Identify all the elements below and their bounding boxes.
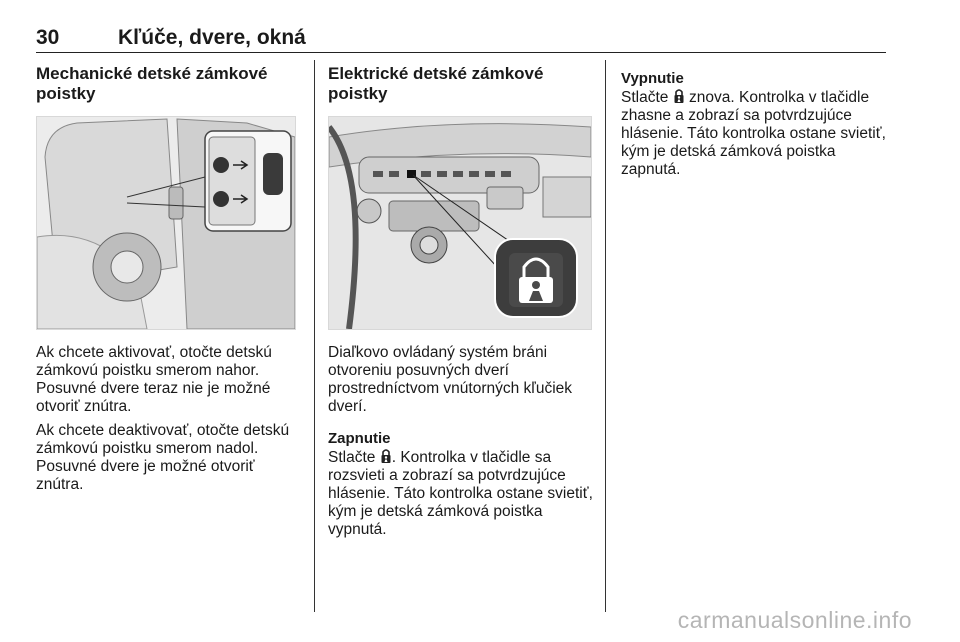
watermark: carmanualsonline.info: [677, 607, 912, 633]
column-divider-2: [605, 60, 606, 612]
column-divider-1: [314, 60, 315, 612]
electric-description-text: Diaľkovo ovládaný systém bráni otvoreniu posuvných dverí prostredníctvom vnútorných kľučiek dverí.: [328, 344, 573, 415]
child-lock-icon: [380, 448, 392, 464]
section-heading-electric: Elektrické detské zámkové poistky: [328, 64, 544, 103]
mechanical-deactivate-text: Ak chcete deaktivovať, otočte detskú zámkovú poistku smerom nadol. Posuvné dvere je možné otvoriť znútra.: [36, 422, 290, 493]
figure-dashboard-child-lock-button: [328, 116, 592, 330]
mechanical-activate-text: Ak chcete aktivovať, otočte detskú zámkovú poistku smerom nahor. Posuvné dvere teraz nie je možné otvoriť znútra.: [36, 344, 272, 415]
page-header: [36, 26, 886, 53]
vypnutie-text-before: Stlačte: [621, 89, 673, 106]
vypnutie-text: [621, 88, 887, 179]
page-number: 30: [36, 26, 60, 49]
subheading-vypnutie: Vypnutie: [621, 70, 684, 87]
vypnutie-text-after: znova. Kontrolka v tlačidle zhasne a zobrazí sa potvrdzujúce hlásenie. Táto kontrolka ostane svietiť, kým je detská zámková poistka zapnutá.: [621, 89, 886, 178]
zapnutie-text: [328, 448, 594, 539]
dashboard-illustration: [329, 117, 591, 329]
child-lock-icon: [509, 253, 563, 307]
column-mechanical: [36, 64, 304, 104]
section-heading-mechanical: Mechanické detské zámkové poistky: [36, 64, 268, 103]
column-vypnutie: [621, 70, 887, 179]
van-door-illustration: [37, 117, 295, 329]
column-electric: [328, 64, 594, 104]
column-electric-text: [328, 344, 594, 539]
zapnutie-text-before: Stlačte: [328, 449, 380, 466]
figure-sliding-door-child-lock: [36, 116, 296, 330]
subheading-zapnutie: Zapnutie: [328, 430, 391, 447]
child-lock-icon: [673, 88, 685, 104]
chapter-title: Kľúče, dvere, okná: [118, 26, 306, 49]
column-mechanical-text: [36, 344, 304, 494]
zapnutie-text-after: . Kontrolka v tlačidle sa rozsvieti a zobrazí sa potvrdzujúce hlásenie. Táto kontrolka ostane svietiť, kým je detská zámková poistka vypnutá.: [328, 449, 593, 538]
